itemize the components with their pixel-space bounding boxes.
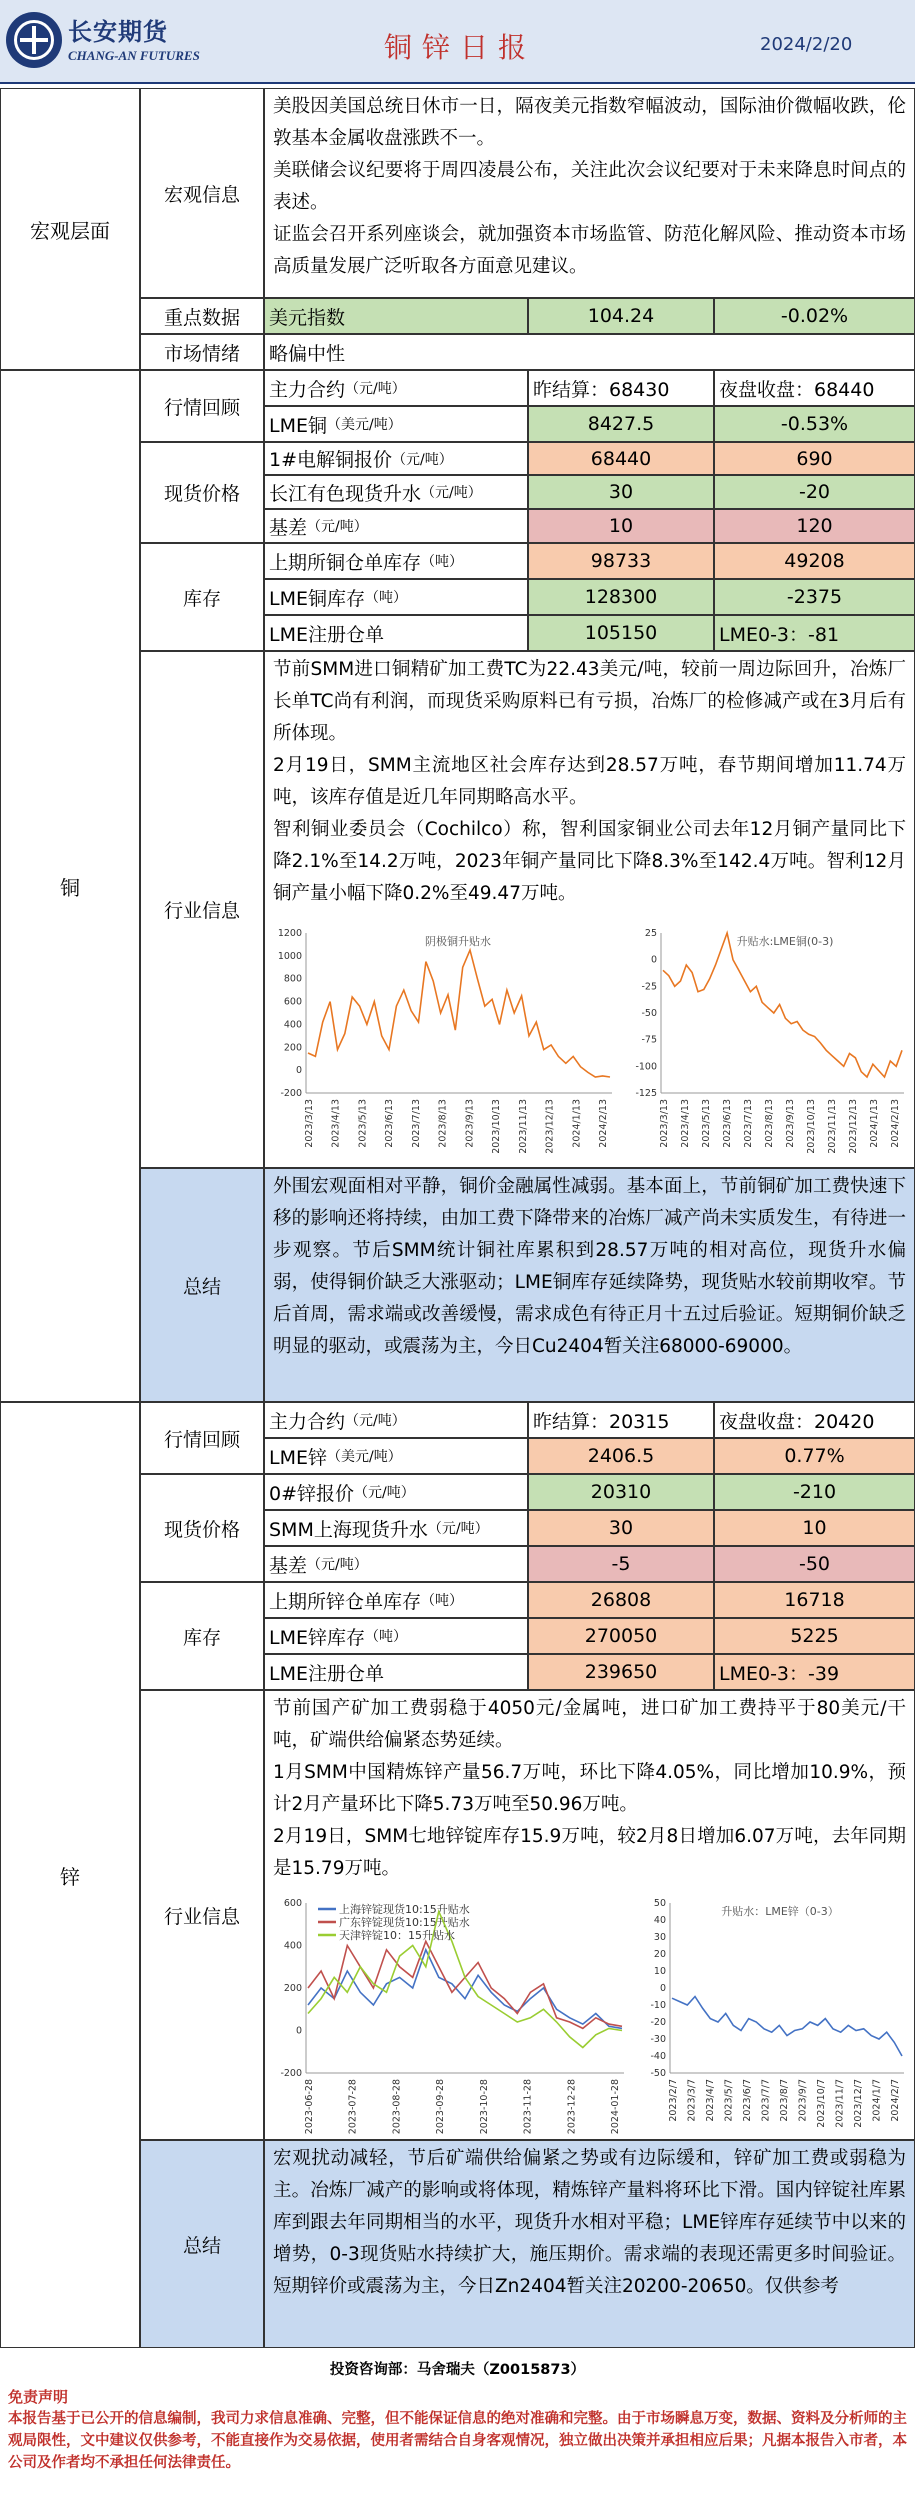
copper-lme-warrant-value: 105150: [528, 615, 714, 651]
copper-spot1-price: 68440: [528, 442, 714, 475]
x-tick-label: 2023/9/13: [785, 1099, 796, 1148]
x-tick-label: 2024/2/13: [890, 1099, 901, 1148]
zinc-main-settle: 昨结算：20315: [528, 1402, 714, 1438]
x-tick-label: 2023/12/7: [853, 2079, 864, 2128]
y-tick-label: -75: [641, 1034, 657, 1046]
zinc-lme-stock-change: 5225: [714, 1618, 915, 1654]
copper-main-contract: 主力合约 （元/吨）: [264, 370, 528, 406]
zinc-main-contract: 主力合约 （元/吨）: [264, 1402, 528, 1438]
zinc-shfe-name: 上期所锌仓单库存 （吨）: [264, 1582, 528, 1618]
x-tick-label: 2023/3/13: [304, 1099, 315, 1148]
x-tick-label: 2023-07-28: [347, 2079, 359, 2135]
copper-lme-name: LME铜 （美元/吨）: [264, 406, 528, 442]
report-title: 铜锌日报: [383, 31, 536, 64]
x-tick-label: 2023/4/13: [680, 1099, 691, 1148]
x-tick-label: 2023/8/13: [764, 1099, 775, 1148]
y-tick-label: -40: [650, 2051, 666, 2062]
zinc-main-night: 夜盘收盘：20420: [714, 1402, 915, 1438]
x-tick-label: 2023/4/7: [705, 2079, 716, 2122]
x-tick-label: 2023/8/13: [437, 1099, 449, 1148]
x-tick-label: 2023/11/13: [517, 1099, 529, 1154]
copper-lme-stock-change: -2375: [714, 579, 915, 615]
zinc-industry-paragraph: 2月19日，SMM七地锌锭库存15.9万吨，较2月8日增加6.07万吨，去年同期是15.79万吨。: [273, 1826, 906, 1879]
zinc-spot2-price: 30: [528, 1510, 714, 1546]
macro-info-text: [264, 88, 915, 298]
x-tick-label: 2023-11-28: [522, 2079, 534, 2135]
legend-label: 天津锌锭10：15升贴水: [339, 1929, 455, 1942]
zinc-spot1-name: 0#锌报价 （元/吨）: [264, 1474, 528, 1510]
y-tick-label: 40: [653, 1915, 666, 1926]
copper-section-label: 铜: [0, 370, 140, 1402]
copper-industry-label: 行业信息: [140, 651, 264, 1168]
copper-lme-change: -0.53%: [714, 406, 915, 442]
y-tick-label: 0: [650, 954, 657, 966]
y-tick-label: -200: [280, 1088, 302, 1099]
copper-shfe-name: 上期所铜仓单库存 （吨）: [264, 543, 528, 579]
zinc-spot2-name: SMM上海现货升水 （元/吨）: [264, 1510, 528, 1546]
y-tick-label: 0: [295, 1065, 302, 1077]
disclaimer-text: 本报告基于已公开的信息编制，我司力求信息准确、完整，但不能保证信息的绝对准确和完整。由于市场瞬息万变，数据、资料及分析师的主观局限性，文中建议仅供参考，不能直接作为交易依据，使用者需结合自身客观情况，独立做出决策并承担相应后果；凡据本报告入市者，本公司及作者均不承担任何法律责任。: [8, 2411, 907, 2471]
x-tick-label: 2024-01-28: [610, 2079, 621, 2135]
x-tick-label: 2023/3/7: [686, 2079, 698, 2122]
x-tick-label: 2023/12/13: [544, 1099, 556, 1154]
x-tick-label: 2023/7/13: [410, 1099, 422, 1148]
zinc-industry-label: 行业信息: [140, 1690, 264, 2140]
zinc-spot1-price: 20310: [528, 1474, 714, 1510]
x-tick-label: 2024/1/7: [871, 2079, 883, 2122]
y-tick-label: -20: [650, 2017, 666, 2028]
x-tick-label: 2023/6/13: [722, 1099, 733, 1148]
zinc-lme-name: LME锌 （美元/吨）: [264, 1438, 528, 1474]
legend-label: 上海锌锭现货10:15升贴水: [339, 1903, 470, 1916]
zinc-lme-spread-chart: [640, 1895, 910, 2135]
x-tick-label: 2023/10/13: [491, 1099, 503, 1154]
copper-spot2-change: -20: [714, 475, 915, 509]
x-tick-label: 2023-06-28: [304, 2079, 315, 2135]
zinc-summary-text: 宏观扰动减轻，节后矿端供给偏紧之势或有边际缓和，锌矿加工费或弱稳为主。冶炼厂减产的影响或将体现，精炼锌产量料将环比下滑。国内锌锭社库累库到跟去年同期相当的水平，现货升水相对平稳；LME锌库存延续节中以来的增势，0-3现货贴水持续扩大，施压期价。需求端的表现还需更多时间验证。短期锌价或震荡为主，今日Zn2404暂关注20200-20650。仅供参考: [264, 2140, 915, 2348]
copper-summary-text: 外围宏观面相对平静，铜价金融属性减弱。基本面上，节前铜矿加工费快速下移的影响还将持续，由加工费下降带来的冶炼厂减产尚未实质发生，有待进一步观察。节后SMM统计铜社库累积到28.57万吨的相对高位，现货升水偏弱，使得铜价缺乏大涨驱动；LME铜库存延续降势，现货贴水较前期收窄。节后首周，需求端或改善缓慢，需求成色有待正月十五过后验证。短期铜价缺乏明显的驱动，或震荡为主，今日Cu2404暂关注68000-69000。: [264, 1168, 915, 1402]
disclaimer-title: 免责声明: [8, 2388, 69, 2406]
x-tick-label: 2024/2/7: [890, 2079, 901, 2122]
key-data-value: 104.24: [528, 298, 714, 334]
zinc-lme-stock-name: LME锌库存 （吨）: [264, 1618, 528, 1654]
y-tick-label: 0: [295, 2025, 302, 2037]
x-tick-label: 2023-08-28: [391, 2079, 403, 2135]
x-tick-label: 2023/5/13: [701, 1099, 712, 1148]
copper-stock-label: 库存: [140, 543, 264, 651]
copper-spot1-name: 1#电解铜报价 （元/吨）: [264, 442, 528, 475]
x-tick-label: 2023/11/7: [834, 2079, 846, 2128]
copper-industry-paragraph: 智利铜业委员会（Cochilco）称，智利国家铜业公司去年12月铜产量同比下降2.1%至14.2万吨，2023年铜产量同比下降8.3%至142.4万吨。智利12月铜产量小幅下降0.2%至49.47万吨。: [273, 819, 906, 904]
x-tick-label: 2023/11/13: [827, 1099, 838, 1154]
zinc-lme-warrant-name: LME注册仓单: [264, 1654, 528, 1690]
zinc-summary-label: 总结: [140, 2140, 264, 2348]
y-tick-label: 400: [283, 1940, 302, 1952]
x-tick-label: 2023/9/13: [464, 1099, 476, 1148]
zinc-spot2-change: 10: [714, 1510, 915, 1546]
copper-review-label: 行情回顾: [140, 370, 264, 442]
copper-lme-stock-value: 128300: [528, 579, 714, 615]
y-tick-label: 400: [283, 1019, 302, 1031]
x-tick-label: 2023/3/13: [659, 1099, 670, 1148]
y-tick-label: 50: [653, 1898, 666, 1909]
copper-lme-stock-name: LME铜库存 （吨）: [264, 579, 528, 615]
macro-info-paragraph: 证监会召开系列座谈会，就加强资本市场监管、防范化解风险、推动资本市场高质量发展广泛听取各方面意见建议。: [273, 224, 906, 277]
x-tick-label: 2023/7/7: [760, 2079, 772, 2122]
zinc-lme-price: 2406.5: [528, 1438, 714, 1474]
sentiment-value: 略偏中性: [264, 334, 915, 370]
y-tick-label: 200: [283, 1042, 302, 1054]
y-tick-label: -125: [635, 1088, 657, 1099]
copper-lme-spread-chart: [625, 925, 910, 1163]
zinc-lme-spread: LME0-3：-39: [714, 1654, 915, 1690]
copper-lme-spread: LME0-3：-81: [714, 615, 915, 651]
macro-info-label: 宏观信息: [140, 88, 264, 298]
copper-shfe-value: 98733: [528, 543, 714, 579]
y-tick-label: 800: [283, 973, 302, 985]
zinc-basis-name: 基差 （元/吨）: [264, 1546, 528, 1582]
copper-main-settle: 昨结算：68430: [528, 370, 714, 406]
copper-lme-warrant-name: LME注册仓单: [264, 615, 528, 651]
y-tick-label: 25: [644, 928, 657, 939]
x-tick-label: 2023/5/13: [357, 1099, 369, 1148]
zinc-lme-change: 0.77%: [714, 1438, 915, 1474]
macro-info-paragraph: 美股因美国总统日休市一日，隔夜美元指数窄幅波动，国际油价微幅收跌，伦敦基本金属收盘涨跌不一。: [273, 96, 906, 149]
x-tick-label: 2023/12/13: [848, 1099, 859, 1154]
x-tick-label: 2024/1/13: [571, 1099, 583, 1148]
y-tick-label: 1000: [277, 950, 302, 962]
x-tick-label: 2023/6/7: [742, 2079, 753, 2122]
company-name-cn: 长安期货: [68, 18, 168, 46]
analyst-credit: 投资咨询部：马舍瑞夫（Z0015873）: [329, 2362, 586, 2378]
zinc-shfe-value: 26808: [528, 1582, 714, 1618]
x-tick-label: 2023/10/7: [816, 2079, 827, 2128]
company-logo: [6, 8, 200, 76]
zinc-stock-label: 库存: [140, 1582, 264, 1690]
x-tick-label: 2023-09-28: [435, 2079, 447, 2135]
zinc-shfe-change: 16718: [714, 1582, 915, 1618]
copper-spot-label: 现货价格: [140, 442, 264, 543]
y-tick-label: 10: [653, 1966, 666, 1977]
copper-spot-premium-chart: [268, 925, 618, 1163]
x-tick-label: 2023/7/13: [743, 1099, 754, 1148]
sentiment-label: 市场情绪: [140, 334, 264, 370]
key-data-name: 美元指数: [264, 298, 528, 334]
chart-title: 升贴水:LME铜(0-3): [736, 935, 834, 948]
zinc-review-label: 行情回顾: [140, 1402, 264, 1474]
y-tick-label: -100: [635, 1061, 657, 1073]
zinc-basis-value: -5: [528, 1546, 714, 1582]
y-tick-label: -200: [280, 2068, 302, 2079]
chart-title: 阴极铜升贴水: [425, 935, 491, 948]
y-tick-label: 30: [653, 1932, 666, 1943]
x-tick-label: 2023/10/13: [806, 1099, 817, 1154]
report-date: 2024/2/20: [760, 34, 853, 55]
zinc-spot-label: 现货价格: [140, 1474, 264, 1582]
zinc-lme-warrant-value: 239650: [528, 1654, 714, 1690]
zinc-basis-change: -50: [714, 1546, 915, 1582]
y-tick-label: 0: [659, 1983, 666, 1994]
copper-spot1-change: 690: [714, 442, 915, 475]
company-name-en: CHANG-AN FUTURES: [68, 48, 200, 63]
x-tick-label: 2023/4/13: [330, 1099, 342, 1148]
zinc-section-label: 锌: [0, 1402, 140, 2348]
y-tick-label: 1200: [277, 928, 302, 939]
x-tick-label: 2023/6/13: [384, 1099, 396, 1148]
copper-spot2-price: 30: [528, 475, 714, 509]
x-tick-label: 2023-12-28: [566, 2079, 578, 2135]
y-tick-label: -10: [650, 2000, 666, 2011]
key-data-change: -0.02%: [714, 298, 915, 334]
copper-industry-paragraph: 节前SMM进口铜精矿加工费TC为22.43美元/吨，较前一周边际回升，冶炼厂长单TC尚有利润，而现货采购原料已有亏损，冶炼厂的检修减产或在3月后有所体现。: [273, 659, 906, 744]
zinc-spot1-change: -210: [714, 1474, 915, 1510]
x-tick-label: 2023/8/7: [779, 2079, 790, 2122]
x-tick-label: 2023/5/7: [723, 2079, 735, 2122]
x-tick-label: 2024/2/13: [598, 1099, 609, 1148]
chart-title: 升贴水：LME锌（0-3）: [721, 1905, 839, 1918]
copper-shfe-change: 49208: [714, 543, 915, 579]
zinc-industry-paragraph: 节前国产矿加工费弱稳于4050元/金属吨，进口矿加工费持平于80美元/干吨，矿端供给偏紧态势延续。: [273, 1698, 906, 1751]
y-tick-label: -25: [641, 981, 657, 993]
legend-label: 广东锌锭现货10:15升贴水: [339, 1916, 470, 1929]
logo-emblem-icon: [6, 12, 62, 68]
copper-basis-name: 基差 （元/吨）: [264, 509, 528, 543]
copper-basis-value: 10: [528, 509, 714, 543]
report-header: [0, 0, 915, 84]
y-tick-label: 600: [283, 1898, 302, 1909]
copper-lme-price: 8427.5: [528, 406, 714, 442]
y-tick-label: -50: [641, 1008, 657, 1019]
copper-spot2-name: 长江有色现货升水 （元/吨）: [264, 475, 528, 509]
copper-main-night: 夜盘收盘：68440: [714, 370, 915, 406]
zinc-spot-premium-chart: [270, 1895, 630, 2135]
copper-industry-paragraph: 2月19日，SMM主流地区社会库存达到28.57万吨，春节期间增加11.74万吨，该库存值是近几年同期略高水平。: [273, 755, 906, 808]
y-tick-label: -50: [650, 2068, 666, 2079]
macro-info-paragraph: 美联储会议纪要将于周四凌晨公布，关注此次会议纪要对于未来降息时间点的表述。: [273, 160, 906, 213]
chart-background: [640, 1895, 910, 2135]
y-tick-label: 20: [653, 1949, 666, 1960]
x-tick-label: 2023-10-28: [478, 2079, 490, 2135]
macro-section-label: 宏观层面: [0, 88, 140, 370]
x-tick-label: 2023/2/7: [668, 2079, 679, 2122]
y-tick-label: -30: [650, 2034, 666, 2045]
y-tick-label: 200: [283, 1983, 302, 1994]
zinc-lme-stock-value: 270050: [528, 1618, 714, 1654]
zinc-industry-paragraph: 1月SMM中国精炼锌产量56.7万吨，环比下降4.05%，同比增加10.9%，预计2月产量环比下降5.73万吨至50.96万吨。: [273, 1762, 906, 1815]
copper-basis-change: 120: [714, 509, 915, 543]
report-footer: [0, 2350, 915, 2495]
y-tick-label: 600: [283, 996, 302, 1008]
key-data-label: 重点数据: [140, 298, 264, 334]
copper-summary-label: 总结: [140, 1168, 264, 1402]
x-tick-label: 2024/1/13: [869, 1099, 880, 1148]
x-tick-label: 2023/9/7: [797, 2079, 809, 2122]
